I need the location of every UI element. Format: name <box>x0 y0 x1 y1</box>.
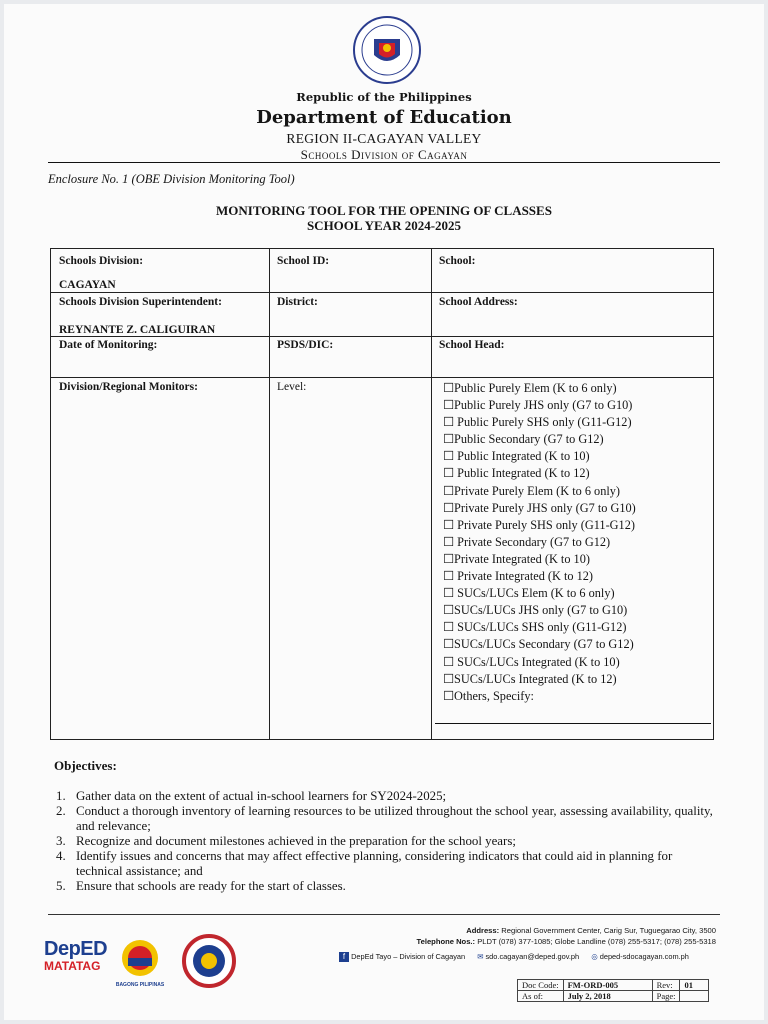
checkbox-icon[interactable]: ☐ <box>443 398 455 413</box>
level-option[interactable]: ☐ Private Secondary (G7 to G12) <box>443 534 611 549</box>
enclosure-note: Enclosure No. 1 (OBE Division Monitoring Tool) <box>48 172 295 186</box>
level-option[interactable]: ☐ Public Purely SHS only (G11-G12) <box>443 415 632 430</box>
page-value <box>680 991 709 1002</box>
level-option[interactable]: ☐SUCs/LUCs Secondary (G7 to G12) <box>443 637 634 652</box>
table-col-divider <box>431 249 432 739</box>
deped-logo-text: DepED <box>44 938 108 960</box>
facebook-icon: f <box>339 952 349 962</box>
checkbox-icon[interactable]: ☐ <box>443 381 455 395</box>
bagong-pilipinas-text: BAGONG PILIPINAS <box>115 982 165 988</box>
list-item: 5. Ensure that schools are ready for the start of classes. <box>56 879 346 893</box>
department-line: Department of Education <box>256 107 512 128</box>
district-label: District: <box>277 296 318 308</box>
level-options <box>443 380 636 705</box>
checkbox-icon[interactable]: ☐ <box>443 688 455 703</box>
level-option[interactable]: ☐ SUCs/LUCs SHS only (G11-G12) <box>443 620 627 635</box>
superintendent-label: Schools Division Superintendent: <box>59 296 222 308</box>
division-line: Schools Division of Cagayan <box>300 147 468 162</box>
as-of-value: July 2, 2018 <box>563 991 652 1002</box>
web-icon: ◎ <box>591 952 598 961</box>
form-title-line-2: SCHOOL YEAR 2024-2025 <box>306 218 462 233</box>
superintendent-value[interactable]: REYNANTE Z. CALIGUIRAN <box>59 324 216 336</box>
objectives-list <box>56 789 716 894</box>
date-of-monitoring-label: Date of Monitoring: <box>59 339 158 351</box>
checkbox-icon[interactable]: ☐ <box>443 517 455 532</box>
school-id-label: School ID: <box>277 255 330 267</box>
doc-code-value: FM-ORD-005 <box>563 980 652 991</box>
checkbox-icon[interactable]: ☐ <box>443 671 455 686</box>
level-option[interactable]: ☐Private Purely Elem (K to 6 only) <box>443 483 621 498</box>
list-item: 2. Conduct a thorough inventory of learning resources to be utilized throughout the school year, assessing availability, quality, and relevance; <box>56 804 713 833</box>
level-option[interactable]: ☐ Private Integrated (K to 12) <box>443 569 594 584</box>
footer-divider <box>48 914 720 915</box>
checkbox-icon[interactable]: ☐ <box>443 603 455 618</box>
footer-address-block: Address: Regional Government Center, Carig Sur, Tuguegarao City, 3500 Telephone Nos.: PLDT (078) 377-1085; Globe Landline (078) 255-5317; (078) 255-5318 <box>416 926 716 946</box>
level-option[interactable]: ☐SUCs/LUCs JHS only (G7 to G10) <box>443 603 628 618</box>
level-option[interactable]: ☐ SUCs/LUCs Integrated (K to 10) <box>443 654 620 669</box>
email-link[interactable]: sdo.cagayan@deped.gov.ph <box>485 952 580 961</box>
checkbox-icon[interactable]: ☐ <box>443 483 455 498</box>
checkbox-icon[interactable]: ☐ <box>443 569 455 584</box>
table-row-divider <box>51 336 713 337</box>
facebook-link[interactable]: DepEd Tayo – Division of Cagayan <box>351 952 466 961</box>
checkbox-icon[interactable]: ☐ <box>443 654 455 669</box>
email-icon: ✉ <box>477 952 484 961</box>
division-seal-icon <box>182 934 236 988</box>
form-title-line-1: MONITORING TOOL FOR THE OPENING OF CLASSES <box>216 203 552 218</box>
table-col-divider <box>269 249 270 739</box>
website-link[interactable]: deped-sdocagayan.com.ph <box>599 952 689 961</box>
region-line: REGION II-CAGAYAN VALLEY <box>286 131 482 146</box>
checkbox-icon[interactable]: ☐ <box>443 620 455 635</box>
deped-seal-icon <box>352 15 422 85</box>
level-option[interactable]: ☐Public Secondary (G7 to G12) <box>443 432 604 447</box>
table-row-divider <box>51 292 713 293</box>
level-option[interactable]: ☐ Public Integrated (K to 12) <box>443 466 590 481</box>
list-item: 4. Identify issues and concerns that may affect effective planning, considering indicators that could aid in planning for technical assistance; and <box>56 849 673 878</box>
checkbox-icon[interactable]: ☐ <box>443 534 455 549</box>
doc-code-label: Doc Code: <box>518 980 564 991</box>
monitors-label: Division/Regional Monitors: <box>59 381 198 393</box>
level-option[interactable]: ☐Public Purely JHS only (G7 to G10) <box>443 398 633 413</box>
list-item: 3. Recognize and document milestones achieved in the preparation for the school years; <box>56 834 516 848</box>
checkbox-icon[interactable]: ☐ <box>443 637 455 652</box>
level-option[interactable]: ☐Private Purely JHS only (G7 to G10) <box>443 500 636 515</box>
bagong-pilipinas-logo-icon <box>114 938 166 984</box>
list-item: 1. Gather data on the extent of actual in-school learners for SY2024-2025; <box>56 789 447 803</box>
as-of-label: As of: <box>518 991 564 1002</box>
checkbox-icon[interactable]: ☐ <box>443 500 455 515</box>
schools-division-label: Schools Division: <box>59 255 144 267</box>
level-option[interactable]: ☐ SUCs/LUCs Elem (K to 6 only) <box>443 586 615 601</box>
document-control-table <box>517 979 709 1002</box>
level-option[interactable]: ☐Others, Specify: <box>443 688 534 703</box>
deped-matatag-logo <box>44 938 107 973</box>
level-option[interactable]: ☐SUCs/LUCs Integrated (K to 12) <box>443 671 617 686</box>
header-divider <box>48 162 720 163</box>
school-label: School: <box>439 255 476 267</box>
monitoring-form-table <box>50 248 714 740</box>
level-option[interactable]: ☐ Public Integrated (K to 10) <box>443 449 590 464</box>
checkbox-icon[interactable]: ☐ <box>443 449 455 464</box>
matatag-logo-text: MATATAG <box>44 959 101 973</box>
footer-links <box>339 952 689 962</box>
schools-division-value[interactable]: CAGAYAN <box>59 279 116 291</box>
objectives-heading: Objectives: <box>54 758 117 773</box>
level-option[interactable]: ☐Private Integrated (K to 10) <box>443 551 590 566</box>
form-title <box>4 203 764 233</box>
others-specify-line[interactable] <box>435 723 711 724</box>
rev-label: Rev: <box>652 980 680 991</box>
document-page <box>4 4 764 1020</box>
rev-value: 01 <box>680 980 709 991</box>
checkbox-icon[interactable]: ☐ <box>443 466 455 481</box>
page-label: Page: <box>652 991 680 1002</box>
table-row-divider <box>51 377 713 378</box>
checkbox-icon[interactable]: ☐ <box>443 551 455 566</box>
level-option[interactable]: ☐ Private Purely SHS only (G11-G12) <box>443 517 635 532</box>
level-label: Level: <box>277 381 307 393</box>
school-head-label: School Head: <box>439 339 505 351</box>
checkbox-icon[interactable]: ☐ <box>443 415 455 430</box>
checkbox-icon[interactable]: ☐ <box>443 432 455 447</box>
republic-line: Republic of the Philippines <box>296 90 472 104</box>
psds-dic-label: PSDS/DIC: <box>277 339 334 351</box>
checkbox-icon[interactable]: ☐ <box>443 586 455 601</box>
level-option[interactable]: ☐Public Purely Elem (K to 6 only) <box>443 381 617 395</box>
school-address-label: School Address: <box>439 296 518 308</box>
